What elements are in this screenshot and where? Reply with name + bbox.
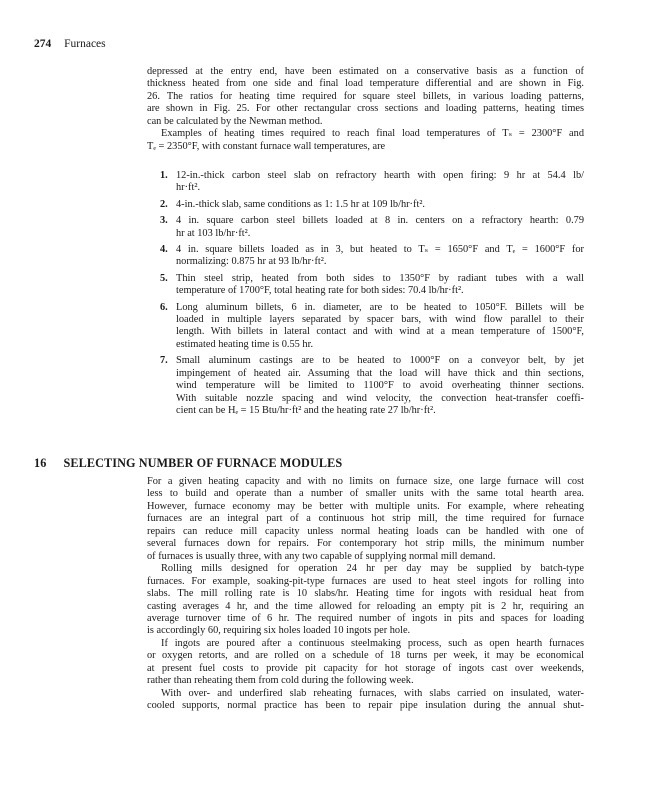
text-line: furnaces are an integral part of a continuous hot strip mill, the time required for furnace [147, 513, 584, 525]
section-paragraph [147, 688, 584, 713]
example-item [160, 170, 584, 195]
example-number: 3. [160, 215, 168, 227]
text-line: slabs. The mill rolling rate is 10 slabs/hr. Heating time for ingots with residual heat from [147, 588, 584, 600]
examples-list-block [160, 170, 584, 421]
text-line: For a given heating capacity and with no limits on furnace size, one large furnace will cost [147, 476, 584, 487]
top-paragraph-block [147, 66, 584, 153]
text-line: depressed at the entry end, have been estimated on a conservative basis as a function of [147, 66, 584, 77]
text-line: casting averages 4 hr, and the time allowed for reloading an empty pit is 2 hr, requiring an [147, 600, 584, 612]
text-line: or oxygen retorts, and are rolled on a schedule of 18 turns per week, it may be economical [147, 650, 584, 662]
page-number: 274 [34, 38, 52, 50]
example-number: 2. [160, 198, 168, 210]
text-line: estimated heating time is 0.55 hr. [176, 338, 314, 350]
text-line: Tₑ = 2350°F, with constant furnace wall temperatures, are [147, 140, 386, 152]
text-line: cooled supports, normal practice has been to repair pipe insulation during the annual shut- [147, 700, 584, 712]
example-number: 6. [160, 301, 168, 313]
text-line: furnaces. For example, soaking-pit-type furnaces are used to heat steel ingots for rolling into [147, 575, 584, 587]
example-item [160, 215, 584, 240]
running-header [34, 38, 106, 50]
section-number: 16 [34, 456, 47, 470]
text-line: impingement of heated air. Assuming that the load will have thick and thin sections, [176, 367, 584, 379]
text-line: hr at 103 lb/hr·ft². [176, 227, 251, 239]
example-item [160, 199, 584, 211]
section-paragraph [147, 563, 584, 638]
text-line: Long aluminum billets, 6 in. diameter, are to be heated to 1050°F. Billets will be [176, 301, 584, 313]
section-heading [34, 456, 342, 471]
running-title: Furnaces [64, 38, 106, 50]
text-line: Small aluminum castings are to be heated to 1000°F on a conveyor belt, by jet [176, 355, 584, 367]
example-number: 7. [160, 355, 168, 367]
text-line: 4-in.-thick slab, same conditions as 1: 1.5 hr at 109 lb/hr·ft². [176, 198, 426, 210]
text-line: can be calculated by the Newman method. [147, 115, 323, 127]
top-paragraph [147, 66, 584, 128]
text-line: temperature of 1700°F, total heating rate for both sides: 70.4 lb/hr·ft². [176, 285, 464, 297]
text-line: repairs can reduce mill capacity unless normal heating loads can be handled with one of [147, 525, 584, 537]
text-line: normalizing: 0.875 hr at 93 lb/hr·ft². [176, 256, 327, 268]
example-item [160, 355, 584, 417]
text-line: 4 in. square carbon steel billets loaded at 8 in. centers on a refractory hearth: 0.79 [176, 215, 584, 227]
section-body [147, 476, 584, 713]
text-line: is accordingly 60, requiring six holes loaded 10 ingots per hole. [147, 625, 411, 637]
text-line: length. With billets in lateral contact and with wind at a mean temperature of 1500°F, [176, 326, 584, 338]
example-item [160, 273, 584, 298]
text-line: If ingots are poured after a continuous steelmaking process, such as open hearth furnaces [161, 637, 584, 649]
example-number: 4. [160, 243, 168, 255]
examples-list [160, 170, 584, 418]
text-line: Thin steel strip, heated from both sides to 1350°F by radiant tubes with a wall [176, 272, 584, 284]
examples-intro-cont [147, 141, 584, 153]
text-line: average turnover time of 6 hr. The required number of ingots in pits and spaces for loading [147, 612, 584, 624]
text-line: are shown in Fig. 25. For other rectangular cross sections and loading patterns, heating times [147, 103, 584, 115]
text-line: several furnaces down for repairs. For contemporary hot strip mills, the minimum number [147, 538, 584, 550]
text-line: Examples of heating times required to reach final load temperatures of Tₛ = 2300°F and [161, 128, 584, 140]
text-line: However, furnace economy may be better with multiple units. For example, where reheating [147, 500, 584, 512]
example-item [160, 244, 584, 269]
example-item [160, 302, 584, 352]
examples-intro [147, 128, 584, 140]
text-line: less to build and operate than a number of smaller units with the same total hearth area. [147, 488, 584, 500]
text-line: 26. The ratios for heating time required for square steel billets, in various loading patterns, [147, 90, 584, 102]
text-line: With suitable nozzle spacing and wind velocity, the convection heat-transfer coeffi- [176, 392, 584, 404]
text-line: loaded in multiple layers separated by spacer bars, with wind flow parallel to their [176, 313, 584, 325]
text-line: 4 in. square billets loaded as in 3, but heated to Tₛ = 1650°F and Tₑ = 1600°F for [176, 243, 584, 255]
text-line: Rolling mills designed for operation 24 hr per day may be supplied by batch-type [161, 563, 584, 575]
section-title: SELECTING NUMBER OF FURNACE MODULES [63, 456, 343, 470]
section-paragraph [147, 476, 584, 563]
section-paragraph [147, 638, 584, 688]
text-line: With over- and underfired slab reheating furnaces, with slabs carried on insulated, water- [161, 687, 584, 699]
text-line: rather than reheating them from cold during the following week. [147, 675, 414, 687]
text-line: thickness heated from one side and final load temperature differential and are shown in Fig. [147, 78, 584, 90]
text-line: of furnaces is usually three, with any two capable of supplying normal mill demand. [147, 550, 496, 562]
text-line: cient can be Hₑ = 15 Btu/hr·ft² and the heating rate 27 lb/hr·ft². [176, 405, 436, 417]
text-line: hr·ft². [176, 182, 201, 194]
text-line: 12-in.-thick carbon steel slab on refractory hearth with open firing: 9 hr at 54.4 lb/ [176, 170, 584, 181]
example-number: 5. [160, 272, 168, 284]
text-line: at present fuel costs to provide pit capacity for hot storage of ingots cast over weekends, [147, 662, 584, 674]
example-number: 1. [160, 170, 168, 181]
text-line: wind temperature will be limited to 1100°F to avoid overheating thinner sections. [176, 380, 584, 392]
